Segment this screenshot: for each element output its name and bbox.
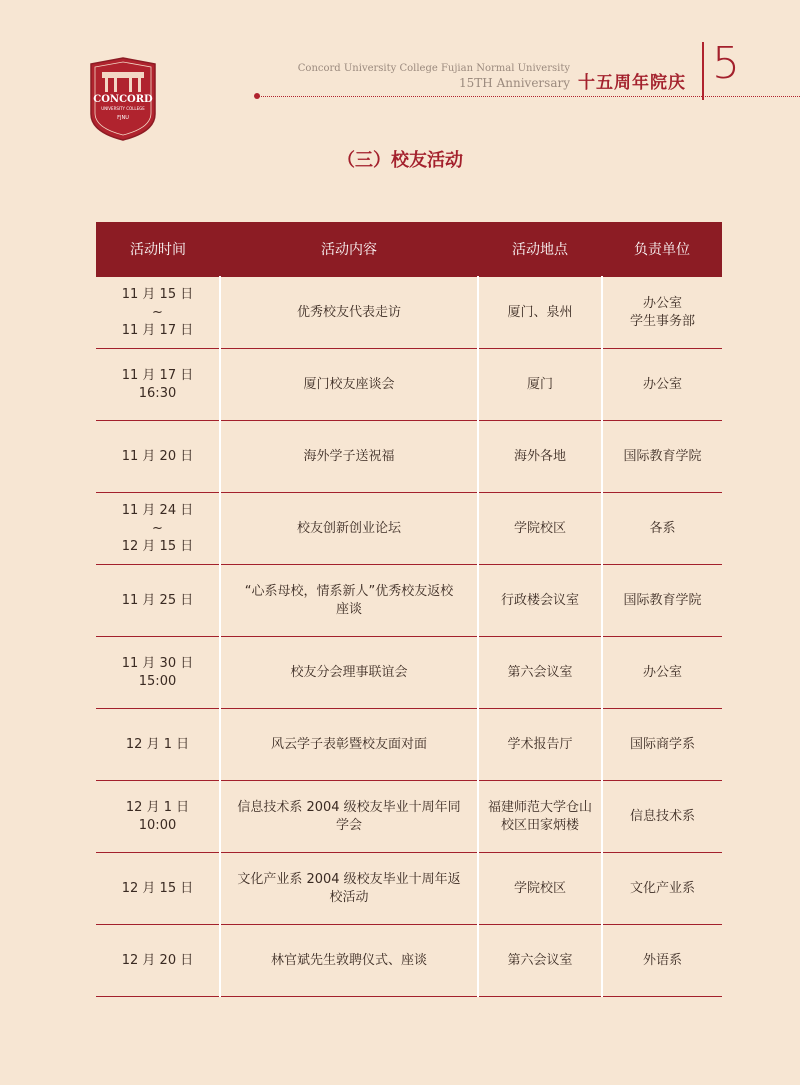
table-row — [96, 709, 722, 781]
cell-location: 福建师范大学仓山 校区田家炳楼 — [478, 781, 602, 853]
page-number: 5 — [712, 38, 740, 89]
cell-time: 12 月 15 日 — [96, 853, 220, 925]
cell-time: 11 月 15 日 ~ 11 月 17 日 — [96, 277, 220, 349]
cell-location: 第六会议室 — [478, 637, 602, 709]
cell-location: 学术报告厅 — [478, 709, 602, 781]
cell-content: 校友分会理事联谊会 — [220, 637, 478, 709]
cell-time: 12 月 1 日 — [96, 709, 220, 781]
cell-content: 优秀校友代表走访 — [220, 277, 478, 349]
cell-unit: 各系 — [602, 493, 722, 565]
cell-unit: 信息技术系 — [602, 781, 722, 853]
header-location: 活动地点 — [478, 222, 602, 277]
cell-location: 厦门 — [478, 349, 602, 421]
cell-time: 11 月 20 日 — [96, 421, 220, 493]
section-title: （三）校友活动 — [337, 150, 463, 171]
table-row — [96, 493, 722, 565]
cell-unit: 办公室 — [602, 349, 722, 421]
table-row — [96, 925, 722, 997]
cell-time: 12 月 20 日 — [96, 925, 220, 997]
table-row — [96, 637, 722, 709]
cell-unit: 文化产业系 — [602, 853, 722, 925]
table-row — [96, 277, 722, 349]
header-content: 活动内容 — [220, 222, 478, 277]
cell-location: 学院校区 — [478, 853, 602, 925]
cell-location: 海外各地 — [478, 421, 602, 493]
table-row — [96, 853, 722, 925]
cell-unit: 办公室 — [602, 637, 722, 709]
cell-time: 11 月 30 日 15:00 — [96, 637, 220, 709]
cell-unit: 外语系 — [602, 925, 722, 997]
cell-time: 11 月 24 日 ~ 12 月 15 日 — [96, 493, 220, 565]
university-name-en: Concord University College Fujian Normal University — [297, 63, 570, 74]
cell-location: 行政楼会议室 — [478, 565, 602, 637]
cell-content: 海外学子送祝福 — [220, 421, 478, 493]
cell-unit: 办公室 学生事务部 — [602, 277, 722, 349]
cell-content: 校友创新创业论坛 — [220, 493, 478, 565]
cell-time: 11 月 17 日 16:30 — [96, 349, 220, 421]
cell-location: 第六会议室 — [478, 925, 602, 997]
anniversary-cn: 十五周年院庆 — [578, 73, 686, 93]
cell-content: 风云学子表彰暨校友面对面 — [220, 709, 478, 781]
concord-logo — [88, 56, 158, 142]
cell-unit: 国际商学系 — [602, 709, 722, 781]
cell-unit: 国际教育学院 — [602, 421, 722, 493]
table-row — [96, 421, 722, 493]
table-row — [96, 349, 722, 421]
cell-time: 11 月 25 日 — [96, 565, 220, 637]
cell-content: “心系母校，情系新人”优秀校友返校 座谈 — [220, 565, 478, 637]
cell-content: 信息技术系 2004 级校友毕业十周年同 学会 — [220, 781, 478, 853]
cell-location: 厦门、泉州 — [478, 277, 602, 349]
logo-sub: UNIVERSITY COLLEGE — [101, 106, 145, 111]
header-rule — [258, 96, 800, 97]
activity-table — [96, 222, 722, 997]
table-row — [96, 565, 722, 637]
table-row — [96, 781, 722, 853]
header-unit: 负责单位 — [602, 222, 722, 277]
header-time: 活动时间 — [96, 222, 220, 277]
cell-time: 12 月 1 日 10:00 — [96, 781, 220, 853]
header-divider — [702, 42, 704, 100]
header-english — [298, 62, 570, 90]
table-header-row — [96, 222, 722, 277]
cell-content: 林官斌先生敦聘仪式、座谈 — [220, 925, 478, 997]
logo-name: CONCORD — [93, 94, 153, 105]
cell-content: 厦门校友座谈会 — [220, 349, 478, 421]
cell-location: 学院校区 — [478, 493, 602, 565]
anniversary-en: 15TH Anniversary — [459, 76, 570, 90]
cell-unit: 国际教育学院 — [602, 565, 722, 637]
logo-abbr: FJNU — [117, 115, 129, 121]
cell-content: 文化产业系 2004 级校友毕业十周年返 校活动 — [220, 853, 478, 925]
